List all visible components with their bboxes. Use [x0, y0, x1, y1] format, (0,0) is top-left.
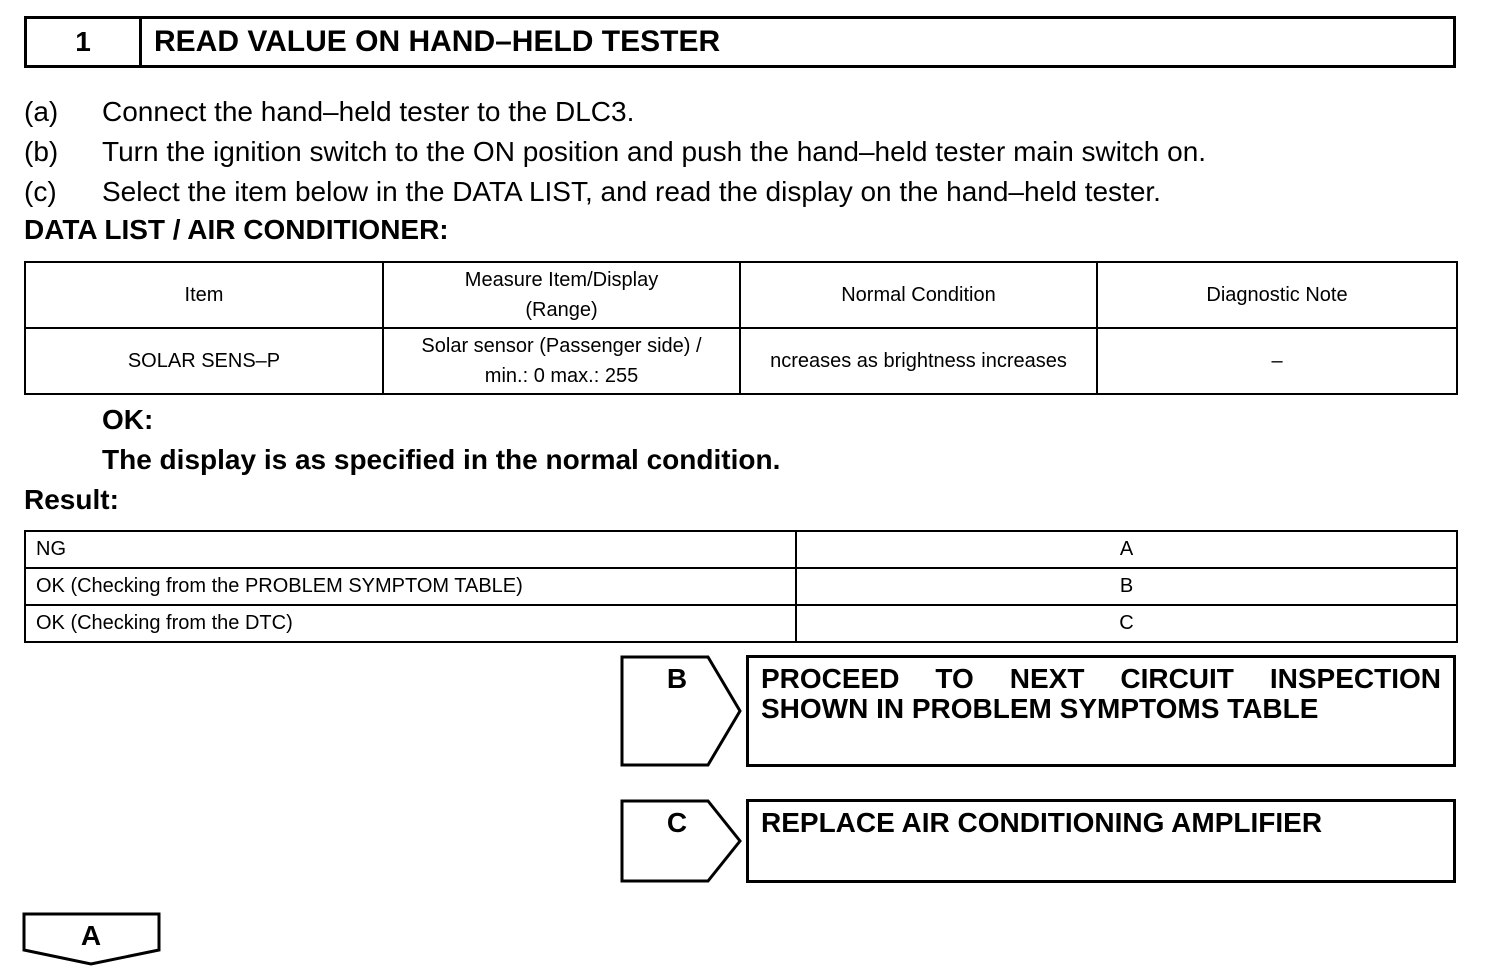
- instruction-a: [24, 92, 634, 132]
- cell-normal: ncreases as brightness increases: [740, 328, 1097, 394]
- result-code: A: [796, 531, 1457, 568]
- header-measure: [383, 262, 740, 328]
- instruction-text: Turn the ignition switch to the ON position and push the hand–held tester main switch on.: [102, 136, 1207, 167]
- header-item: Item: [25, 262, 383, 328]
- cell-measure-line1: Solar sensor (Passenger side) /: [421, 335, 702, 357]
- cell-measure: [383, 328, 740, 394]
- step-title: READ VALUE ON HAND–HELD TESTER: [154, 25, 721, 58]
- outcome-c-arrow: [620, 799, 744, 911]
- result-condition: NG: [25, 531, 796, 568]
- data-list-table: [24, 261, 1458, 395]
- instruction-text: Select the item below in the DATA LIST, and read the display on the hand–held tester.: [102, 176, 1161, 207]
- header-measure-line1: Measure Item/Display: [464, 269, 659, 291]
- header-note: Diagnostic Note: [1097, 262, 1457, 328]
- header-measure-line2: (Range): [525, 299, 598, 321]
- outcome-c-box: [746, 799, 1456, 883]
- ok-label: OK:: [102, 404, 154, 435]
- outcome-b-box: [746, 655, 1456, 767]
- instruction-c: [24, 172, 1161, 212]
- outcome-b-line2: SHOWN IN PROBLEM SYMPTOMS TABLE: [761, 693, 1319, 724]
- instruction-label: (a): [24, 96, 59, 127]
- cell-item: SOLAR SENS–P: [25, 328, 383, 394]
- result-heading: Result:: [24, 484, 119, 515]
- outcome-b-arrow: [620, 655, 744, 767]
- data-list-heading: DATA LIST / AIR CONDITIONER:: [24, 214, 449, 245]
- header-normal: Normal Condition: [740, 262, 1097, 328]
- result-table: [24, 530, 1458, 643]
- table-row: [25, 328, 1457, 394]
- cell-note: –: [1097, 328, 1457, 394]
- result-code: C: [796, 605, 1457, 642]
- result-code: B: [796, 568, 1457, 605]
- table-row: [25, 568, 1457, 605]
- cell-measure-line2: min.: 0 max.: 255: [484, 365, 639, 387]
- outcome-c-line1: REPLACE AIR CONDITIONING AMPLIFIER: [761, 807, 1323, 838]
- instruction-label: (c): [24, 176, 57, 207]
- next-step-code: A: [80, 920, 102, 951]
- outcome-code: B: [666, 663, 688, 694]
- instruction-label: (b): [24, 136, 59, 167]
- step-header: [24, 16, 1456, 68]
- instruction-text: Connect the hand–held tester to the DLC3.: [102, 96, 635, 127]
- table-header-row: [25, 262, 1457, 328]
- instruction-b: [24, 132, 1206, 172]
- outcome-code: C: [666, 807, 688, 838]
- result-condition: OK (Checking from the PROBLEM SYMPTOM TABLE): [25, 568, 796, 605]
- result-condition: OK (Checking from the DTC): [25, 605, 796, 642]
- next-step-arrow: [22, 912, 162, 966]
- outcome-b-line1: PROCEED TO NEXT CIRCUIT INSPECTION: [761, 663, 1441, 694]
- step-number: 1: [27, 19, 142, 65]
- table-row: [25, 531, 1457, 568]
- ok-text: The display is as specified in the normal condition.: [102, 444, 781, 475]
- table-row: [25, 605, 1457, 642]
